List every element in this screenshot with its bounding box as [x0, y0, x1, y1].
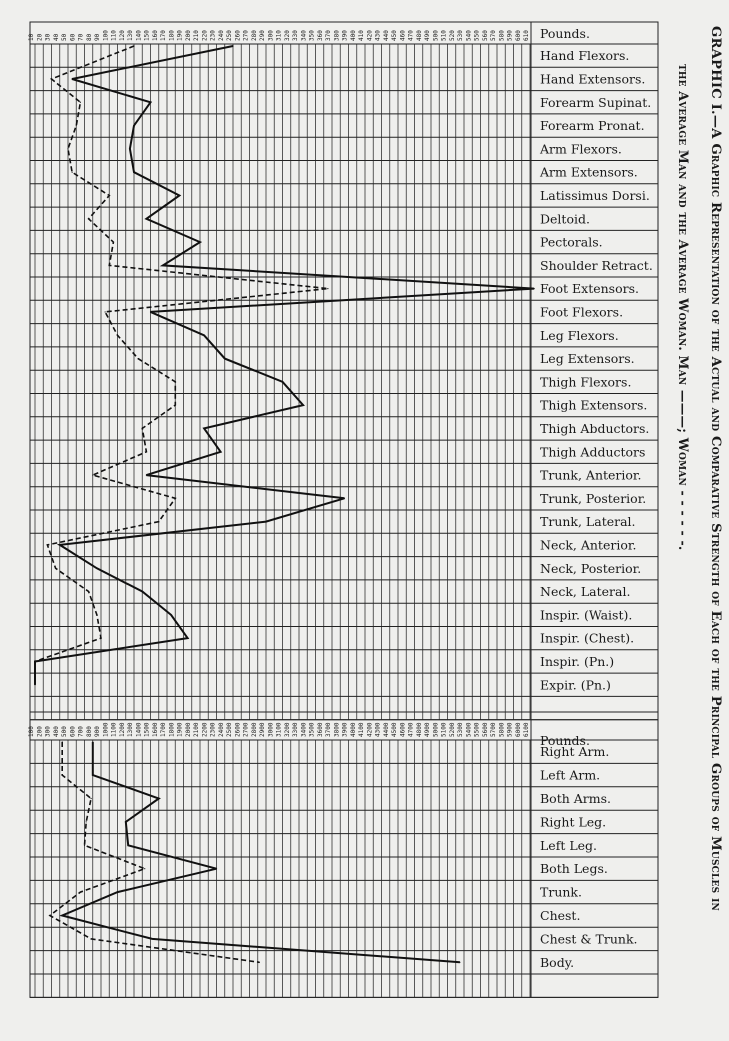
data-point-man	[344, 498, 345, 499]
top-chart	[28, 22, 658, 720]
tick-label: 400	[52, 726, 60, 737]
tick-label: 4100	[358, 722, 365, 737]
tick-label: 180	[168, 30, 176, 41]
tick-label: 4200	[366, 722, 374, 737]
tick-label: 320	[283, 30, 291, 41]
tick-label: 3600	[316, 722, 324, 737]
data-point-woman	[88, 218, 89, 219]
data-point-man	[125, 821, 126, 822]
row-label: Arm Extensors.	[540, 164, 638, 180]
data-point-woman	[72, 172, 73, 173]
tick-label: 1500	[143, 722, 151, 737]
data-point-man	[303, 405, 304, 406]
tick-label: 260	[234, 30, 242, 41]
data-point-man	[459, 962, 460, 963]
tick-label: 170	[160, 30, 167, 41]
tick-label: 3100	[275, 722, 283, 737]
unit-label: Pounds.	[540, 26, 590, 41]
data-point-man	[129, 148, 130, 149]
data-point-woman	[175, 405, 176, 406]
tick-label: 5000	[432, 722, 440, 737]
tick-label: 1600	[151, 722, 159, 737]
tick-label: 520	[448, 30, 456, 41]
tick-label: 360	[316, 30, 324, 41]
data-point-man	[534, 288, 535, 289]
data-point-woman	[88, 591, 89, 592]
row-label: Chest & Trunk.	[540, 931, 638, 947]
data-point-woman	[100, 638, 101, 639]
row-label: Foot Flexors.	[540, 304, 624, 320]
tick-label: 5800	[498, 722, 506, 737]
row-label: Latissimus Dorsi.	[540, 187, 650, 203]
row-label: Forearm Supinat.	[540, 94, 652, 110]
tick-label: 600	[69, 726, 77, 737]
data-point-woman	[80, 102, 81, 103]
data-point-man	[62, 915, 63, 916]
tick-label: 130	[127, 30, 134, 41]
tick-label: 380	[333, 30, 341, 41]
data-point-man	[92, 741, 93, 742]
tick-label: 570	[490, 30, 497, 41]
tick-label: 2200	[201, 722, 209, 737]
tick-label: 340	[300, 30, 308, 41]
data-point-man	[204, 335, 205, 336]
data-point-man	[92, 775, 93, 776]
tick-label: 1800	[168, 722, 176, 737]
tick-label: 510	[440, 30, 448, 41]
row-label: Trunk, Anterior.	[540, 467, 642, 483]
tick-label: 6000	[514, 722, 522, 737]
tick-label: 70	[77, 33, 85, 41]
title-line-1: GRAPHIC I.—A Graphic Representation of the Actual and Comparative Strength of Each of the Principal Groups of Muscles in	[708, 26, 723, 911]
data-point-woman	[47, 544, 48, 545]
data-point-man	[162, 265, 163, 266]
data-point-woman	[109, 265, 110, 266]
tick-label: 2000	[184, 722, 192, 737]
data-point-woman	[133, 45, 134, 46]
data-point-woman	[144, 868, 145, 869]
data-point-man	[187, 638, 188, 639]
data-point-man	[96, 568, 97, 569]
tick-label: 580	[498, 30, 506, 41]
unit-label: Pounds.	[540, 733, 590, 748]
row-label: Inspir. (Pn.)	[540, 653, 615, 669]
tick-label: 2300	[209, 722, 217, 737]
tick-label: 700	[77, 726, 85, 737]
tick-label: 270	[242, 30, 250, 41]
tick-label: 10	[28, 33, 35, 41]
row-label: Thigh Extensors.	[540, 397, 648, 413]
data-point-man	[232, 45, 233, 46]
tick-label: 410	[358, 30, 365, 41]
tick-label: 210	[193, 30, 200, 41]
data-point-woman	[62, 741, 63, 742]
data-point-man	[133, 125, 134, 126]
data-point-woman	[86, 821, 87, 822]
data-point-woman	[327, 288, 328, 289]
tick-label: 1900	[176, 722, 184, 737]
tick-label: 300	[267, 30, 275, 41]
row-label: Right Arm.	[540, 744, 610, 760]
tick-label: 3700	[325, 722, 332, 737]
tick-label: 2400	[217, 722, 225, 737]
tick-label: 590	[506, 30, 514, 41]
tick-label: 150	[143, 30, 151, 41]
tick-label: 4600	[399, 722, 407, 737]
tick-label: 230	[209, 30, 217, 41]
row-label: Hand Extensors.	[540, 71, 646, 87]
tick-label: 4700	[407, 722, 415, 737]
tick-label: 6100	[523, 722, 530, 737]
tick-label: 250	[226, 30, 233, 41]
tick-label: 30	[44, 33, 52, 41]
tick-label: 3900	[341, 722, 349, 737]
row-label: Leg Extensors.	[540, 351, 635, 367]
row-label: Deltoid.	[540, 211, 590, 227]
data-point-woman	[96, 614, 97, 615]
row-label: Neck, Lateral.	[540, 584, 631, 600]
data-point-man	[133, 172, 134, 173]
data-point-man	[150, 102, 151, 103]
tick-label: 5700	[490, 722, 497, 737]
data-point-woman	[175, 498, 176, 499]
tick-label: 110	[110, 30, 118, 41]
data-point-man	[224, 358, 225, 359]
tick-label: 4400	[382, 722, 390, 737]
tick-label: 90	[94, 33, 101, 41]
tick-label: 1300	[127, 722, 134, 737]
row-label: Thigh Flexors.	[540, 374, 632, 390]
tick-label: 1400	[135, 722, 143, 737]
tick-label: 4900	[424, 722, 431, 737]
tick-label: 5200	[448, 722, 456, 737]
data-point-woman	[138, 358, 139, 359]
row-label: Both Legs.	[540, 861, 608, 877]
bottom-chart	[28, 712, 658, 997]
data-point-woman	[113, 241, 114, 242]
row-label: Left Leg.	[540, 837, 597, 853]
tick-label: 2700	[242, 722, 250, 737]
tick-label: 160	[151, 30, 159, 41]
tick-label: 60	[69, 33, 77, 41]
row-label: Trunk, Posterior.	[540, 490, 647, 506]
series-line-man	[35, 46, 534, 685]
tick-label: 40	[52, 33, 60, 41]
tick-label: 100	[102, 30, 110, 41]
row-label: Body.	[540, 954, 575, 970]
tick-label: 1200	[118, 722, 126, 737]
row-label: Trunk.	[540, 884, 582, 900]
data-point-woman	[76, 125, 77, 126]
row-label: Inspir. (Waist).	[540, 607, 633, 623]
tick-label: 3200	[283, 722, 291, 737]
tick-label: 540	[465, 30, 473, 41]
row-label: Inspir. (Chest).	[540, 630, 635, 646]
row-label: Neck, Anterior.	[540, 537, 637, 553]
tick-label: 3400	[300, 722, 308, 737]
row-label: Leg Flexors.	[540, 327, 619, 343]
data-point-woman	[146, 451, 147, 452]
data-point-man	[152, 938, 153, 939]
data-point-woman	[105, 311, 106, 312]
data-point-man	[179, 195, 180, 196]
row-label: Thigh Abductors.	[540, 420, 650, 436]
row-label: Arm Flexors.	[540, 141, 622, 157]
row-label: Forearm Pronat.	[540, 118, 645, 134]
data-point-man	[128, 845, 129, 846]
data-point-man	[142, 591, 143, 592]
data-point-man	[265, 521, 266, 522]
row-label: Chest.	[540, 908, 581, 923]
tick-label: 240	[217, 30, 225, 41]
row-label: Left Arm.	[540, 767, 601, 783]
tick-label: 3500	[308, 722, 316, 737]
tick-label: 900	[94, 726, 101, 737]
tick-label: 120	[118, 30, 126, 41]
tick-label: 1000	[102, 722, 110, 737]
data-point-woman	[92, 474, 93, 475]
tick-label: 530	[457, 30, 464, 41]
data-point-woman	[117, 335, 118, 336]
data-point-woman	[109, 195, 110, 196]
tick-label: 440	[382, 30, 390, 41]
tick-label: 4300	[374, 722, 382, 737]
data-point-woman	[175, 381, 176, 382]
row-label: Foot Extensors.	[540, 281, 639, 297]
tick-label: 2800	[250, 722, 258, 737]
data-point-woman	[158, 521, 159, 522]
tick-label: 200	[184, 30, 192, 41]
tick-label: 470	[407, 30, 415, 41]
tick-label: 3300	[292, 722, 299, 737]
tick-label: 5600	[481, 722, 489, 737]
tick-label: 2600	[234, 722, 242, 737]
data-point-woman	[84, 845, 85, 846]
data-point-man	[146, 218, 147, 219]
data-point-woman	[91, 938, 92, 939]
tick-label: 330	[292, 30, 299, 41]
tick-label: 560	[481, 30, 489, 41]
tick-label: 350	[308, 30, 316, 41]
tick-label: 430	[374, 30, 382, 41]
row-label: Hand Flexors.	[540, 48, 630, 64]
data-point-man	[150, 311, 151, 312]
data-point-woman	[67, 148, 68, 149]
row-label: Both Arms.	[540, 791, 612, 806]
tick-label: 190	[176, 30, 184, 41]
tick-label: 50	[61, 33, 68, 41]
title-line-2: the Average Man and the Average Woman. Man ———; Woman - - - - - -.	[676, 64, 691, 551]
data-point-woman	[51, 78, 52, 79]
tick-label: 80	[85, 33, 93, 41]
row-label: Expir. (Pn.)	[540, 677, 611, 693]
tick-label: 5900	[506, 722, 514, 737]
data-point-man	[204, 428, 205, 429]
tick-label: 550	[473, 30, 481, 41]
tick-label: 5100	[440, 722, 448, 737]
data-point-man	[282, 381, 283, 382]
tick-label: 100	[28, 726, 35, 737]
data-point-woman	[34, 661, 35, 662]
tick-label: 280	[250, 30, 258, 41]
data-point-man	[199, 241, 200, 242]
tick-label: 1100	[110, 722, 118, 737]
tick-label: 600	[514, 30, 522, 41]
row-label: Pectorals.	[540, 234, 603, 250]
tick-label: 500	[432, 30, 440, 41]
tick-label: 4500	[391, 722, 398, 737]
tick-label: 390	[341, 30, 349, 41]
data-point-woman	[80, 892, 81, 893]
tick-label: 20	[36, 33, 44, 41]
data-point-man	[72, 78, 73, 79]
row-label: Thigh Adductors	[540, 444, 646, 460]
row-label: Neck, Posterior.	[540, 560, 642, 576]
data-point-woman	[49, 915, 50, 916]
data-point-man	[171, 614, 172, 615]
row-label: Shoulder Retract.	[540, 257, 653, 273]
data-point-man	[59, 544, 60, 545]
row-label: Right Leg.	[540, 814, 607, 830]
data-point-woman	[62, 775, 63, 776]
data-point-man	[220, 451, 221, 452]
tick-label: 290	[259, 30, 266, 41]
tick-label: 310	[275, 30, 283, 41]
data-point-woman	[55, 568, 56, 569]
data-point-man	[158, 798, 159, 799]
tick-label: 480	[415, 30, 423, 41]
tick-label: 2100	[193, 722, 200, 737]
tick-label: 220	[201, 30, 209, 41]
tick-label: 610	[523, 30, 530, 41]
tick-label: 300	[44, 726, 52, 737]
tick-label: 490	[424, 30, 431, 41]
data-point-woman	[91, 798, 92, 799]
data-point-woman	[34, 684, 35, 685]
tick-label: 3800	[333, 722, 341, 737]
tick-label: 200	[36, 726, 44, 737]
tick-label: 2500	[226, 722, 233, 737]
tick-label: 140	[135, 30, 143, 41]
tick-label: 5500	[473, 722, 481, 737]
data-point-woman	[142, 428, 143, 429]
tick-label: 5400	[465, 722, 473, 737]
tick-label: 450	[391, 30, 398, 41]
data-point-woman	[259, 962, 260, 963]
tick-label: 800	[85, 726, 93, 737]
tick-label: 2900	[259, 722, 266, 737]
data-point-man	[117, 892, 118, 893]
tick-label: 370	[325, 30, 332, 41]
chart-title	[648, 20, 728, 1020]
tick-label: 460	[399, 30, 407, 41]
tick-label: 420	[366, 30, 374, 41]
row-label: Trunk, Lateral.	[540, 514, 636, 530]
tick-label: 4800	[415, 722, 423, 737]
series-line-woman	[35, 46, 328, 685]
tick-label: 1700	[160, 722, 167, 737]
data-point-man	[146, 474, 147, 475]
series-line-man	[62, 742, 460, 962]
tick-label: 400	[349, 30, 357, 41]
tick-label: 4000	[349, 722, 357, 737]
tick-label: 500	[61, 726, 68, 737]
tick-label: 3000	[267, 722, 275, 737]
tick-label: 5300	[457, 722, 464, 737]
data-point-man	[216, 868, 217, 869]
